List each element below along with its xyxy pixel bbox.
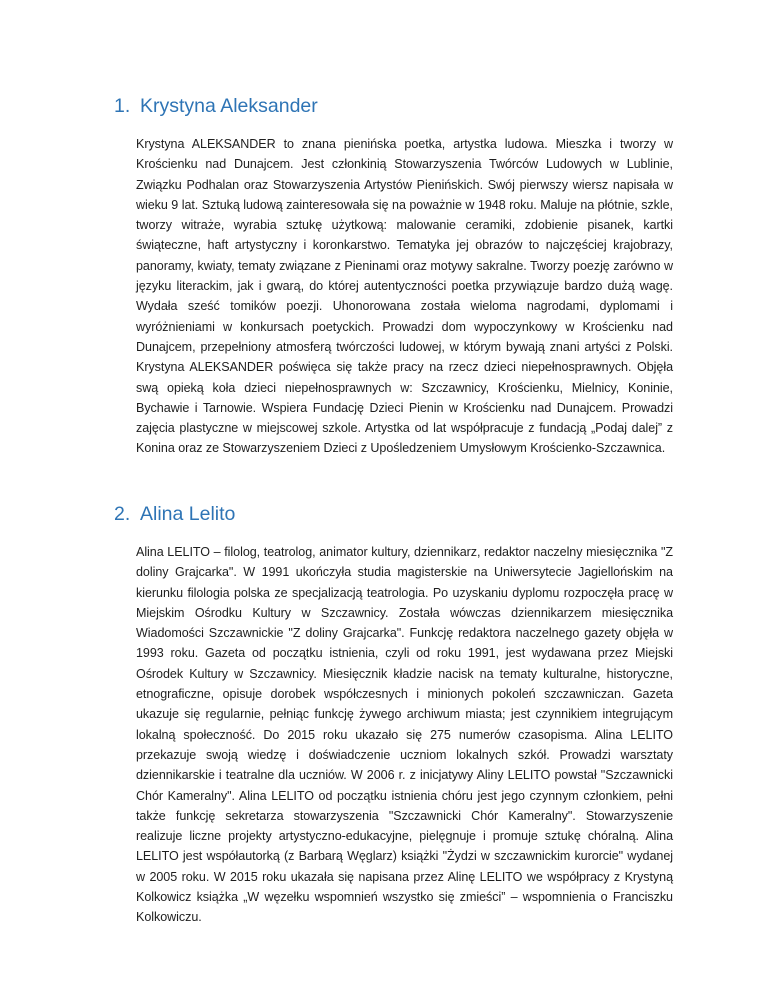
section-heading xyxy=(114,94,674,118)
section-title: Krystyna Aleksander xyxy=(140,95,318,117)
section-krystyna-aleksander xyxy=(114,94,674,459)
section-title: Alina Lelito xyxy=(140,503,236,525)
section-paragraph: Krystyna ALEKSANDER to znana pienińska poetka, artystka ludowa. Mieszka i tworzy w Krościenku nad Dunajcem. Jest członkinią Stowarzyszenia Twórców Ludowych w Lublinie, Związku Podhalan oraz Stowarzyszenia Artystów Pienińskich. Swój pierwszy wiersz napisała w wieku 9 lat. Sztuką ludową zainteresowała się na poważnie w 1948 roku. Maluje na płótnie, szkle, tworzy witraże, wyrabia sztukę użytkową: malowanie ceramiki, zdobienie pisanek, kartki świąteczne, haft artystyczny i koronkarstwo. Tematyka jej obrazów to najczęściej krajobrazy, panoramy, kwiaty, tematy związane z Pieninami oraz motywy sakralne. Tworzy poezję zarówno w języku literackim, jak i gwarą, do której autentyczności poetka przywiązuje bardzo dużą wagę. Wydała sześć tomików poezji. Uhonorowana została wieloma nagrodami, dyplomami i wyróżnieniami w konkursach poetyckich. Prowadzi dom wypoczynkowy w Krościenku nad Dunajcem, przepełniony atmosferą twórczości ludowej, w którym bywają znani artyści z Polski. Krystyna ALEKSANDER poświęca się także pracy na rzecz dzieci niepełnosprawnych. Objęła swą opieką koła dzieci niepełnosprawnych w: Szczawnicy, Krościenku, Mielnicy, Koninie, Bychawie i Tarnowie. Wspiera Fundację Dzieci Pienin w Krościenku nad Dunajcem. Prowadzi zajęcia plastyczne w miejscowej szkole. Artystka od lat współpracuje z fundacją „Podaj dalej” z Konina oraz ze Stowarzyszeniem Dzieci z Upośledzeniem Umysłowym Krościenko-Szczawnica. xyxy=(136,137,673,456)
section-number: 1. xyxy=(114,95,131,117)
section-alina-lelito xyxy=(114,502,674,928)
section-number: 2. xyxy=(114,503,131,525)
section-heading xyxy=(114,502,674,526)
section-paragraph: Alina LELITO – filolog, teatrolog, animator kultury, dziennikarz, redaktor naczelny miesięcznika "Z doliny Grajcarka". W 1991 ukończyła studia magisterskie na Uniwersytecie Jagiellońskim na kierunku filologia polska ze specjalizacją teatrologia. Po uzyskaniu dyplomu rozpoczęła pracę w Miejskim Ośrodku Kultury w Szczawnicy. Została wówczas dziennikarzem miesięcznika Wiadomości Szczawnickie "Z doliny Grajcarka". Funkcję redaktora naczelnego gazety objęła w 1993 roku. Gazeta od początku istnienia, czyli od roku 1991, jest wydawana przez Miejski Ośrodek Kultury w Szczawnicy. Miesięcznik kładzie nacisk na tematy kulturalne, historyczne, etnograficzne, opisuje dorobek współczesnych i minionych pokoleń szczawniczan. Gazeta ukazuje się regularnie, pełniąc funkcję żywego archiwum miasta; jest czynnikiem integrującym lokalną społeczność. Do 2015 roku ukazało się 275 numerów czasopisma. Alina LELITO przekazuje swoją wiedzę i doświadczenie uczniom lokalnych szkół. Prowadzi warsztaty dziennikarskie i teatralne dla uczniów. W 2006 r. z inicjatywy Aliny LELITO powstał "Szczawnicki Chór Kameralny". Alina LELITO od początku istnienia chóru jest jego czynnym członkiem, pełni także funkcję sekretarza stowarzyszenia "Szczawnicki Chór Kameralny". Stowarzyszenie realizuje liczne projekty artystyczno-edukacyjne, pielęgnuje i promuje sztukę chóralną. Alina LELITO jest współautorką (z Barbarą Węglarz) książki "Żydzi w szczawnickim kurorcie" wydanej w 2005 roku. W 2015 roku ukazała się napisana przez Alinę LELITO we współpracy z Krystyną Kolkowicz książka „W węzełku wspomnień wszystko się zmieści” – wspomnienia o Franciszku Kolkowiczu. xyxy=(136,545,673,925)
